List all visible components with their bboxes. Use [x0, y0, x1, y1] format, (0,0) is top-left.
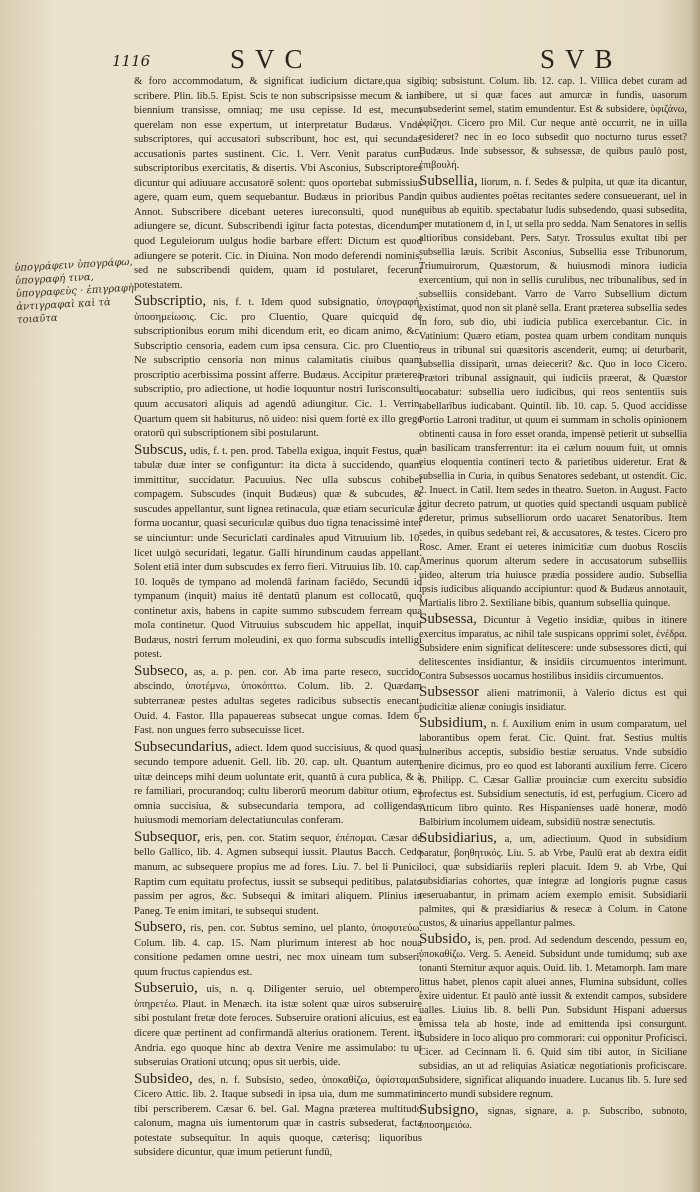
entry-text: & foro accommodatum, & significat iudicium dictare,qua sig. scribere. Plin. lib.5. Epist. Scis te non subscripsisse mecum & iam biennium transisse, omniaq; me usu cepisse. Id est, mecum querelam non esse expertum, ut interpretatur Budæus. Vnde subscriptores, qui accusatori subscribunt, hoc est, qui secundas accusationis partes sustinent. Cic. 1. Verr. Venit paratus cum subscriptoribus exercitatis, & disertis. Vbi Asconius, Subscriptores dicuntur qui adiuuare accusatorē solent: quos oportebat submissius agere, quam eum, quem sequebantur. Budæus in prioribus Pand. Annot. Subscribere dicebant ueteres iureconsulti, quod nunc adiungere se, dicunt. Subscribendi igitur facta potestas, dicendum, quod Leguleiorum uulgus hodie barbare effert: Dictum est quod adiungere se poterit. Cic. in Diuina. Non modo deferendi nominis, sed ne subscribendi quidem, quam id postularet, fecerunt potestatem. — [134, 76, 422, 291]
entry-lemma: Subseruio, — [134, 980, 198, 997]
entry — [134, 919, 422, 980]
entry-lemma: Subsellia, — [419, 173, 478, 190]
entry-text: a, um, adiectiuum. Quod in subsidium paratur, βοηθητικός. Liu. 5. ab Vrbe, Paulū erat ab dextra eidit loci, quæ subsidiariis repleri placuit. Idem 9. ab Vrbe, Qui subsidiarias cohortes, quæ integræ ad longioris pugnæ casus reseruabantur, in primam aciem exemplo emisit. Subsidiarii palmites, qui & præsidiarius & resecæ à Colum. in Catone custos, & uinarius appellantur palmes. — [419, 833, 687, 929]
entry-text: ris, pen. cor. Subtus semino, uel planto, ὑποφυτεύω. Colum. lib. 4. cap. 15. Nam plurimum interest ab hoc noua consitione pedamen omne uestri, nec mox uineam tum subseri, quum fructus capiendus est. — [134, 923, 422, 978]
entry — [134, 1071, 422, 1161]
entry-lemma: Subsigno, — [419, 1102, 479, 1119]
entry-text: adiect. Idem quod succisiuus, & quod quasi secundo tempore aduenit. Gell. lib. 20. cap. ult. Quantum autem uitæ deinceps mihi deum uoluntate erit, quantū à cura publica, & à re familiari, procurandoq; cultu liberorū meorum dabitur otium, ea omnia succisiua, & subsecundaria tempora, ad colligendas huiusmodi memoriam delectatiunculas conferam. — [134, 742, 422, 827]
entry — [419, 1102, 687, 1133]
page-number: 1116 — [112, 52, 151, 70]
entry-text: n. f. Auxilium enim in usum comparatum, uel laborantibus opem ferat. Cic. Quint. frat. Sestius multis uulneribus acceptis, subsidio bestiæ seruatus. Vnde subsidio uenire dicimus, pro eo quod est laboranti auxilium ferre. Cicero 6. Philipp. C. Cæsar Galliæ prouinciæ cum exercitu subsidio profectus est. Subsidium senectutis, id est, perfugium. Cicero ad Atticum libro quinto. Res Hispanienses uadè honeræ, modò Balbirium incolumem uideam, subsidiū nostræ senectutis. — [419, 718, 687, 828]
entry-text: eris, pen. cor. Statim sequor, ἐπέπομαι. Cæsar de bello Gallico, lib. 4. Agmen subsequi iussit. Plautus Bacch. Cedo manum, ac subsequere propius me ad fores. Liu. 7. bel li Punici. Raptim cum equitatu profectus, iussit se subsequi peditibus, palato passim per agros, &c. Subsequi & imitari aliquem. Plinius in Paneg. Te enim imitari, te subsequi student. — [134, 832, 422, 917]
entry-text: nis, f. t. Idem quod subsignatio, ὑπογραφή, ὑποσημείωσις. Cic. pro Cluentio, Quare quicquid de subscriptionibus eorum mihi dicendum erit, eo dicam animo, &c. Subscriptio censoria, eadem cum ipsa censura. Cic. pro Cluentio. Ne subscriptio censoria non minus calamitatis ciuibus quam proscriptio acerbissima possint afferre. Budæus. Accipitur præterea subscriptio, pro adiectione, ut hodie loquuntur nostri Iurisconsulti, quum accusatori aliquis ad agendū adiungitur. Cic. 1. Verrin. Quartum quem sit habiturus, nō uideo: nisi quem fortè ex illo grege oratorū qui subscriptionem sibi postularunt. — [134, 297, 422, 440]
entry — [419, 72, 687, 173]
entry-lemma: Subsequor, — [134, 828, 201, 845]
entry — [134, 663, 422, 739]
entry-lemma: Subsidiarius, — [419, 829, 497, 846]
entry — [419, 715, 687, 830]
handwritten-margin-note: ὑπογράφειν ὑπογράφω, ὑπογραφή τινα, ὑπογραφεὺς · ἐπιγραφὴ ἀντιγραφαὶ καὶ τὰ τοιαῦτα — [14, 256, 135, 326]
entry-text: as, a. p. pen. cor. Ab ima parte reseco, succido, abscindo, ὑποτέμνω, ὑποκόπτω. Colum. lib. 2. Quædam subterraneæ pestes adultas segetes radicibus subsectis enecant. Ouid. 4. Fastor. Illa papauereas subsecat ungue comas. Idem 6. Fast. non ungues ferro subsecuisse licet. — [134, 666, 422, 737]
entry-lemma: Subscus, — [134, 441, 187, 458]
right-running-head: SVB — [540, 44, 623, 74]
entry-lemma: Subsessor — [419, 683, 480, 700]
entry — [134, 442, 422, 663]
entry — [134, 72, 422, 293]
entry-text: udis, f. t. pen. prod. Tabella exigua, inquit Festus, quæ tabulæ duæ inter se configuntur: ita dicta à succidendo, quam immittitur, succidatur. Pacuuius. Nec ulla subscus cohibet compagem. Subscudes (inquit Budæus) quæ & subcudes, & suscudes appellantur, sunt lignea retinacula, quæ etiam securiculæ à forma uocantur, quasi securiculæ quibus duo tigna tenacissimè inter se uinciuntur: unde Securiclati cardinales apud Vitruuium lib. 10. licet uulgò securidati, legatur. Galli hirundinum caudas appellant. Solent etiā inter dum subscudes ex ferro fieri. Vitruuius lib. 10. cap. 10. loquēs de tympano ad molendā farinam faciēdo, Secundū id tympanum (inquit) maius itē dentatū planum est collocatū, quo continetur axis, habens in capite summo subscudem ferream qua mola continetur. Quod Vitruuius subscudem hic appellat, inquit Budæus, nostri ferrum moleudini, ex quo forma subscudis intelligi potest. — [134, 445, 422, 661]
left-column — [134, 72, 422, 1161]
entry-text: alieni matrimonii, à Valerio dictus est qui pudicitiæ alienæ coniugis insidiatur. — [419, 687, 687, 713]
entry-lemma: Subsessa, — [419, 610, 477, 627]
right-column — [419, 72, 687, 1133]
entry-text: signas, signare, a. p. Subscribo, subnoto, ὑποσημειόω. — [419, 1106, 687, 1132]
entry — [419, 173, 687, 610]
entry-lemma: Subsideo, — [134, 1070, 193, 1087]
entry-text: Dicuntur à Vegetio insidiæ, quibus in itinere exercitus imparatus, ac nihil tale suspicans opprimi solet, ἐνέδρα. Subsidere enim significat delitescere: unde subsessores dicti, qui delitescentes insidiantur, & insidiis circumuentos interimunt. Contra Subsessos uocamus hostilibus insidiis circumuentos. — [419, 614, 688, 682]
entry-text: des, n. f. Subsisto, sedeo, ὑποκαθίζω, ὑφίσταμαι. Cicero Attic. lib. 2. Itaque subsedi in ipsa uia, dum me summatim tibi perscriberem. Cæsar 6. bel. Gal. Magna præterea multitudo calonum, magna uis iumentorum quæ in castris subsederat, facta potestate subsequitur. In aquis quoque, cæterisq; liquoribus subsidere dicuntur, quæ imum petierunt fundū, — [134, 1074, 422, 1159]
entry-text: is, pen. prod. Ad sedendum descendo, pessum eo, ὑποκαθίζω. Verg. 5. Aeneid. Subsidunt unde tumidumq; sub axe tonanti Sternitur æquor aquis. Ouid. lib. 1. Metamorph. Iam mare littus habet, plenos capit aluei annes, Flumina subsidunt, colles exire uidentur. Et paulò antè iussit & extendit campos, subsidere ualles. Liuius lib. 8. belli Pun. Subsidunt Hispani aduersus emissa tela ab hoste, inde ad emittenda ipsi consurgunt. Subsidere in loco aliquo pro commorari: cui opponitur Proficisci. Cicer. ad Cecinnam li. 6. Quid sim tibi autor, in Siciliane subsidias, an ut ad reliquias Asiaticæ negotiationis proficiscare. Subsidere, significat aliquando inuadere. Lucanus lib. 5. Iure sed incerto mundi subsidere regnum. — [419, 934, 687, 1101]
entry-text: uis, n. q. Diligenter seruio, uel obtempero, ὑπηρετέω. Plaut. in Menæch. ita istæ solent quæ uiros subseruire sibi postulant fretæ dote feroces. Subseruire orationi alicuius, est ea dicere quæ pertinent ad confirmandā alterius orationem. Terent. in Andria. ego quoque hinc ab dextra Venire me assimulabo: tu ut subseruias Orationi utcunq; opus sit uerbis, uide. — [134, 984, 422, 1069]
left-running-head: SVC — [230, 44, 313, 74]
entry-lemma: Subseco, — [134, 662, 188, 679]
entry-lemma: Subscriptio, — [134, 293, 207, 310]
entry — [419, 830, 687, 931]
entry — [134, 293, 422, 441]
entry-text: ibiq; subsistunt. Colum. lib. 12. cap. 1. Villica debet curam ad hibere, ut si quæ faces aut amurcæ in fundis, uasorum subsederint semel, statim emundentur. Est & subsidere, ὑφιζάνω, ὑφίζησι. Cicero pro Mil. Cur neque antè occurrit, ne in uilla resideret? nec in eo loco subsedit quo nocturno turus esset? Budæus. Inde subsessor, & subsessæ, de quibus paulò post, ἐπιβουλή. — [419, 76, 687, 172]
entry-lemma: Subsido, — [419, 930, 472, 947]
entry-lemma: Subsero, — [134, 919, 187, 936]
entry — [134, 829, 422, 919]
entry — [419, 684, 687, 715]
entry — [134, 739, 422, 829]
entry — [419, 611, 687, 684]
entry-lemma: Subsecundarius, — [134, 738, 232, 755]
page-edge-shadow — [690, 0, 700, 1192]
entry — [134, 980, 422, 1070]
entry-text: liorum, n. f. Sedes & pulpita, ut quæ ita dicantur, in quibus audientes poëtas recitantes sedere consueuerant, uel in quibus ab equitib. spectabatur ludis subsedendo, quasi subsedita, per mutationem d, in l, ut sella pro sedda. Nam Senatores in sellis altioribus considebant. Pers. Satyr. Trossulus exultat tibi per subsellia læuis. Scribit Asconius, Subsellia esse Tribunorum, Triumuirorum, Quæstorum, & huiusmodi minora iudicia exercentium, qui non in sellis curulibus, nec tribunalibus, sed in subselliis considebant. Varro de Varro Subsellium dictum existimat, quod non sit planè sella. Erant præterea subsellia sedes in foro, sub dio, ubi iudicia publica exercebantur. Cic. in Vatinium: Quæro etiam, postea quam urbem conditam nunquis reus in tribunal sui quæsitoris ascenderit, eumq; ui deturbarit, subsellia dissiparit, urnas deiecerit? &c. Quo in loco Cicero. Prætori tribunal assignauit, qui iudiciis præerat, & Quæstor uocabatur: subsellia uero iudicibus, qui reos sententiis suis tabellarībus iudicabant. Quintil. lib. 10. cap. 5. Quod accidisse Portio Latroni traditur, ut quum ei summam in scholis opinionem obtinenti causa in foro esset oranda, impensè petierit ut subsellia in basilicam transferrentur: ita ei cælum nouum fuit, ut omnis eius eloquentia contineri tecto & parietibus uideretur. Erat & subsellia in Curia, in quibus Senatores sedebant, ut ostendit. Cic. 2. Inuect. in Catil. Item sedes in theatro. Sueton. in August. Facto igitur decreto patrum, ut quoties quid spectandi usquam publicè ederetur, primus subselliorum ordo uacaret Senatoribus. Item sedes, in quibus sedebant rei, & accusatores, & testes. Cicero pro Rosc. Amer. Erant ei ueteres inimicitiæ cum duobus Rosciis Amerinus quorum alterum sedere in accusatorum subselliis uideo, alterum tria huiusce prædia possidere audio. Subsellia ipsis iudicibus aliquando accipiuntur: quod & Budæus annotauit, Martialis libro 2. Sextiliane bibis, quantum subsellia quinque. — [419, 177, 687, 609]
entry-lemma: Subsidium, — [419, 714, 487, 731]
entry — [419, 931, 687, 1102]
